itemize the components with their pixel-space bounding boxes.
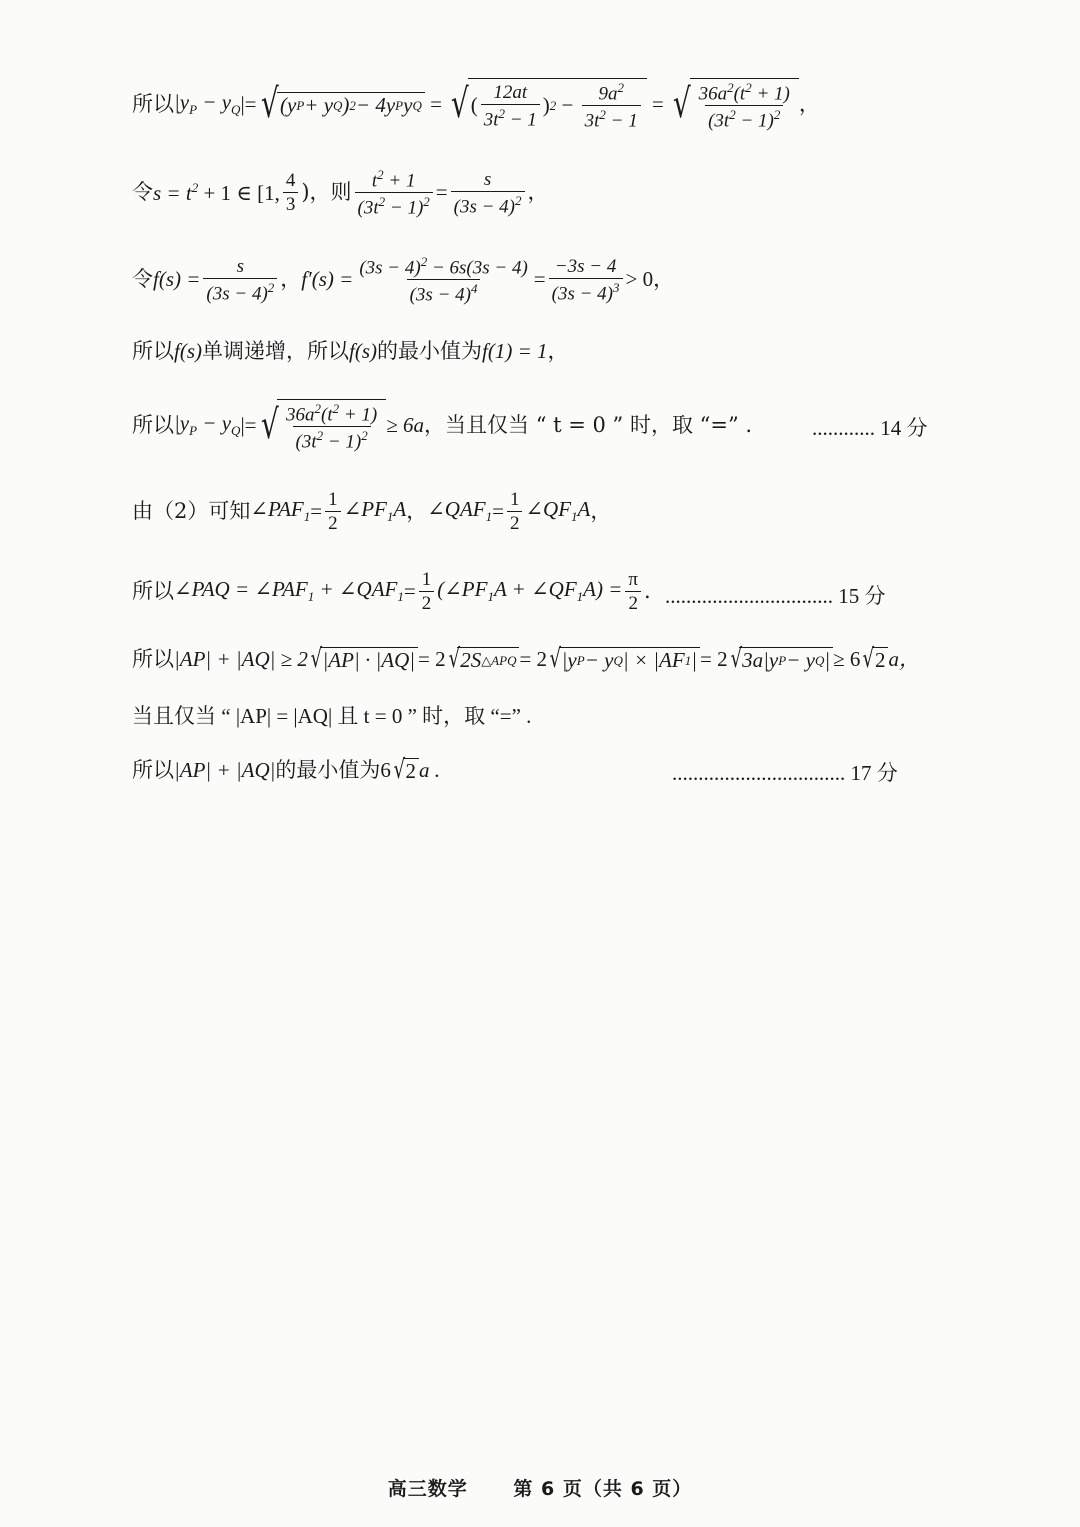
solution-line-5: 所以 $|y_P - y_Q$ |= √ $\frac{36a^2(t^2 + 1)}{(3t^2 - 1)^2}$ ≥ 6a ，当且仅当 “ t = 0 ” 时，取 “=” .: [132, 401, 753, 453]
sqrt-fraction: √ $\frac{36a^2(t^2 + 1)}{(3t^2 - 1)^2}$: [257, 399, 387, 452]
solution-line-9: 当且仅当 “ |AP| = |AQ| 且 t = 0 ” 时，取 “=” .: [132, 704, 532, 728]
footer-page-number: 第 6 页（共 6 页）: [513, 1478, 693, 1500]
fraction: $\frac{12at}{3t^2 - 1}$: [481, 83, 540, 129]
solution-line-8: 所以 |AP| + |AQ| ≥ 2 √ |AP| · |AQ| = 2 √ 2S △APQ = 2 √ |y P − y Q | × |AF 1 | = 2 √ 3a|y P − y Q | ≥ 6 √ 2 a，: [132, 644, 920, 674]
solution-line-4: 所以 f(s) 单调递增，所以 f(s) 的最小值为 f(1) = 1 ，: [132, 339, 569, 363]
text-prefix: 令: [132, 180, 153, 205]
solution-line-3: 令 f(s) = $\frac{s}{(3s - 4)^2}$ ， f′(s) = $\frac{(3s - 4)^2 - 6s(3s - 4)}{(3s - 4)^4}$ = $\frac{-3s - 4}{(3s - 4)^3}$ > 0，: [132, 254, 675, 306]
fraction-four-thirds: $\frac{4}{3}$: [283, 171, 299, 214]
solution-line-6: 由（2）可知 $\angle PAF_1$ = $\frac{1}{2}$ $\angle PF_1A$ ， $\angle QAF_1$ = $\frac{1}{2}$ $\angle QF_1A$ ，: [132, 489, 612, 534]
text-prefix: 令: [132, 267, 153, 292]
sqrt-fraction-expression: √ ( $\frac{12at}{3t^2 - 1}$ ) 2 − $\frac{9a^2}{3t^2 - 1}$: [447, 78, 647, 131]
equals-sign: |=: [240, 91, 257, 116]
solution-line-2: 令 $s = t^2 + 1$ ∈ [1, $\frac{4}{3}$ )，则 $\frac{t^2 + 1}{(3t^2 - 1)^2}$ = $\frac{s}{(3s - 4)^2}$ ，: [132, 167, 549, 219]
fraction: $\frac{s}{(3s - 4)^2}$: [203, 257, 277, 303]
math-abs-diff: $|y_P - y_Q$: [174, 90, 241, 118]
fraction: $\frac{t^2 + 1}{(3t^2 - 1)^2}$: [355, 168, 433, 218]
text-prefix: 所以: [132, 91, 174, 116]
derivative: f′(s) =: [301, 267, 354, 292]
sqrt-fraction-result: √ $\frac{36a^2(t^2 + 1)}{(3t^2 - 1)^2}$: [669, 78, 799, 131]
solution-line-10: 所以 |AP| + |AQ| 的最小值为 6 √ 2 a .: [132, 755, 440, 785]
fraction: $\frac{s}{(3s - 4)^2}$: [451, 170, 525, 216]
fraction: $\frac{(3s - 4)^2 - 6s(3s - 4)}{(3s - 4)^4}$: [359, 254, 528, 306]
score-17: ................................. 17 分: [672, 761, 898, 785]
page-footer: [0, 1474, 1080, 1501]
score-15: ................................ 15 分: [665, 584, 886, 608]
fraction: $\frac{-3s - 4}{(3s - 4)^3}$: [549, 257, 623, 303]
sqrt-expression: √ (y P + y Q ) 2 − 4y P y Q: [257, 84, 425, 124]
score-14: ............ 14 分: [812, 416, 928, 440]
math-substitution: $s = t^2 + 1$ ∈ [1,: [153, 180, 280, 206]
fraction: $\frac{9a^2}{3t^2 - 1}$: [582, 81, 641, 131]
solution-line-7: 所以 ∠PAQ = $\angle PAF_1$ + $\angle QAF_1$ = $\frac{1}{2}$ ($\angle PF_1A$ + $\angle QF_1A$) = $\frac{\pi}{2}$ .: [132, 569, 651, 614]
solution-line-1: 所以 $|y_P - y_Q$ |= √ (y P + y Q ) 2 − 4y P y Q = √ ( $\frac{12at}{3t^2 - 1}$ ) 2 − $\frac{9a^2}{3t^2 - 1}$ = √ $\frac{36a^2(t^2 + 1)}{(3t^2 - 1)^2}$ ，: [132, 80, 820, 132]
footer-subject: 高三数学: [387, 1478, 468, 1500]
